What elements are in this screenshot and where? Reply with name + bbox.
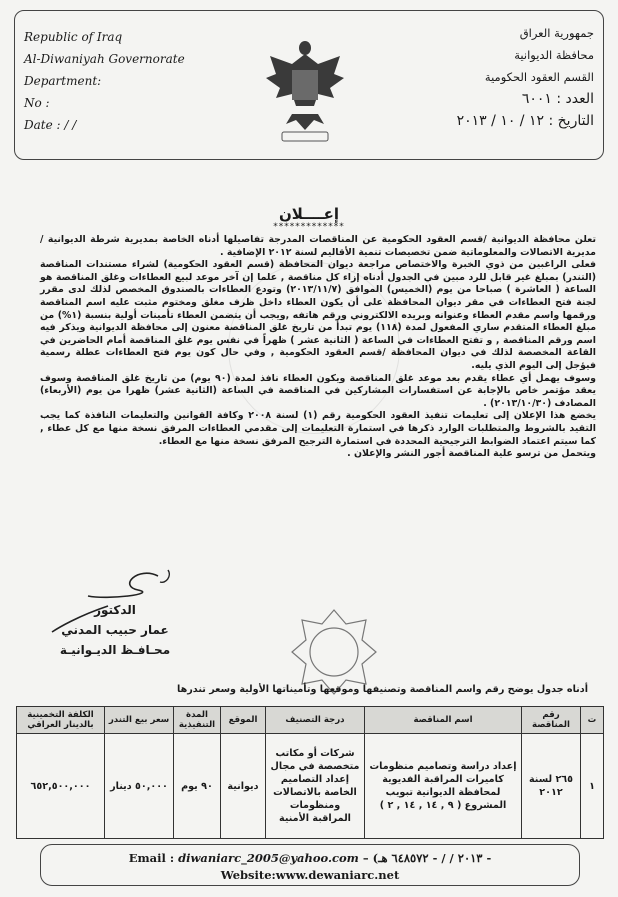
header-ar-governorate: محافظة الديوانية bbox=[514, 48, 594, 62]
cell-class: شركات أو مكاتب متخصصة في مجال إعداد التصاميم الخاصة بالاتصالات ومنظومات المراقبة الأمنية bbox=[266, 734, 365, 839]
header-number: No : bbox=[24, 96, 50, 110]
paragraph-intro: تعلن محافظة الديوانية /قسم العقود الحكومية عن المناقصات المدرجة تفاصيلها أدناه الخاصة بمديرية شرطة الديوانية / مديرية الاتصالات والمعلوماتية ضمن تخصيصات تنمية الأقاليم لسنة ٢٠١٢ الإضافية . bbox=[40, 234, 596, 258]
announcement-body bbox=[40, 234, 596, 461]
cell-cost: ٦٥٢,٥٠٠,٠٠٠ bbox=[17, 734, 105, 839]
col-seq: ت bbox=[581, 707, 604, 734]
tenders-table bbox=[16, 706, 604, 839]
col-location: الموقع bbox=[221, 707, 266, 734]
col-duration: المدة التنفيذية bbox=[174, 707, 221, 734]
cell-number: ٢٦٥ لسنة ٢٠١٢ bbox=[522, 734, 581, 839]
signature-name: عمار حبيب المدني bbox=[61, 623, 169, 637]
website-link[interactable]: Website:www.dewaniarc.net bbox=[220, 868, 400, 882]
table-note: أدناه جدول يوضح رقم واسم المناقصة وتصنيفها وموقعها وتأميناتها الأولية وسعر تندرها bbox=[177, 684, 588, 695]
table-header-row bbox=[17, 707, 604, 734]
header-ar-country: جمهورية العراق bbox=[519, 26, 594, 40]
header-english bbox=[24, 26, 224, 136]
cell-price: ٥٠,٠٠٠ دينار bbox=[105, 734, 174, 839]
announcement-stars: ************* bbox=[273, 222, 345, 232]
email-label: Email : bbox=[128, 851, 175, 865]
header-country: Republic of Iraq bbox=[24, 30, 123, 44]
paragraph-regulations: يخضع هذا الإعلان إلى تعليمات تنفيذ العقود الحكومية رقم (١) لسنة ٢٠٠٨ وكافة القوانين والتعليمات النافذة كما يجب التقيد بالشروط والمتطلبات الوارد ذكرها في استمارة التعليمات إلى مقدمي العطاءات المرفق نسخة منها مع كل عطاء , كما سيتم اعتماد الضوابط الترجيحية المحددة في استمارة الترجيح المرفق نسخة منها مع العطاء. bbox=[40, 410, 596, 447]
header-department: Department: bbox=[24, 74, 102, 88]
header-ar-date: التاريخ : ١٢ / ١٠ / ٢٠١٣ bbox=[456, 113, 594, 129]
col-class: درجة التصنيف bbox=[266, 707, 365, 734]
signature-title: الدكتور bbox=[94, 603, 136, 617]
table-row bbox=[17, 734, 604, 839]
cell-duration: ٩٠ يوم bbox=[174, 734, 221, 839]
col-cost: الكلفة التخمينية بالدينار العراقي bbox=[17, 707, 105, 734]
header-date: Date : / / bbox=[24, 118, 77, 132]
paragraph-fees: ويتحمل من ترسو علية المناقصة أجور النشر والإعلان . bbox=[347, 448, 596, 460]
cell-location: ديوانية bbox=[221, 734, 266, 839]
signature-position: محـافـظ الديـوانيـة bbox=[59, 643, 171, 657]
header-arabic bbox=[404, 22, 594, 132]
email-link[interactable]: diwaniarc_2005@yahoo.com bbox=[178, 851, 359, 865]
header-governorate: Al-Diwaniyah Governorate bbox=[24, 52, 185, 66]
footer-phone: (٢٠١٣ / / - ٦٤٨٥٧٢ هـ - bbox=[372, 851, 492, 865]
cell-name: إعداد دراسة وتصاميم منظومات كاميرات المراقبة الفديوية لمحافظة الديوانية تبويب المشروع ( ٩ , ١٤ , ١٤ , ٢ ) bbox=[365, 734, 522, 839]
col-price: سعر بيع التندر bbox=[105, 707, 174, 734]
cell-seq: ١ bbox=[581, 734, 604, 839]
footer-contact: Email : diwaniarc_2005@yahoo.com – (٢٠١٣ / / - ٦٤٨٥٧٢ هـ - bbox=[128, 851, 492, 865]
announcement-title: إعــــلان bbox=[278, 205, 340, 223]
header-ar-number: العدد : ٦٠٠١ bbox=[521, 91, 594, 107]
col-number: رقم المناقصة bbox=[522, 707, 581, 734]
signature-block bbox=[40, 600, 190, 660]
col-name: اسم المناقصة bbox=[365, 707, 522, 734]
paragraph-terms: فعلى الراغبين من ذوي الخبرة والاختصاص مراجعة ديوان المحافظة (قسم العقود الحكومية) لشراء مستندات المناقصة (التندر) بمبلغ غير قابل للرد مبين في الجدول أدناه إزاء كل مناقصة , علما إن آخر موعد لبيع العطاءات وغلق المناقصة هو الساعة ( العاشرة ) صباحا من يوم (الخميس) الموافق (٢٠١٣/١١/٧) وتودع العطاءات بالصندوق المخصص لذلك لدى مقرر لجنة فتح العطاءات في مقر ديوان المحافظة على أن يكون العطاء داخل ظرف مغلق ومختوم مثبت عليه اسم المناقصة ورقمها واسم مقدم العطاء وعنوانه وبريده الالكتروني ورقم هاتفه ,ويجب أن يتضمن العطاء تأمينات أولية بنسبة (١%) من مبلغ العطاء المتقدم ساري المفعول لمدة (١١٨) يوم تبدأ من تاريخ غلق المناقصة معنون إلى محافظة الديوانية ويذكر فيه اسم ورقم المناقصة , و تفتح العطاءات في الساعة ( الثانية عشر ) ظهراً في نفس يوم غلق المناقصة أمام الحاضرين في القاعة المخصصة لذلك في ديوان المحافظة /قسم العقود الحكومية , وفي حال كون يوم فتح العطاءات عطلة رسمية فيؤجل إلى اليوم الذي يليه. bbox=[40, 259, 596, 371]
header-ar-department: القسم العقود الحكومية bbox=[484, 70, 594, 84]
paragraph-validity: وسوف يهمل أي عطاء يقدم بعد موعد غلق المناقصة ويكون العطاء نافذ لمدة (٩٠ يوم) من تاريخ غلق المناقصة وسوف يعقد مؤتمر خاص بالإجابة عن استفسارات المشاركين في المناقصة في الساعة (الثانية عشر) ظهرا من يوم (الأربعاء) المصادف (٢٠١٣/١٠/٣٠) . bbox=[40, 372, 596, 409]
iraq-eagle-emblem-icon bbox=[262, 34, 348, 144]
